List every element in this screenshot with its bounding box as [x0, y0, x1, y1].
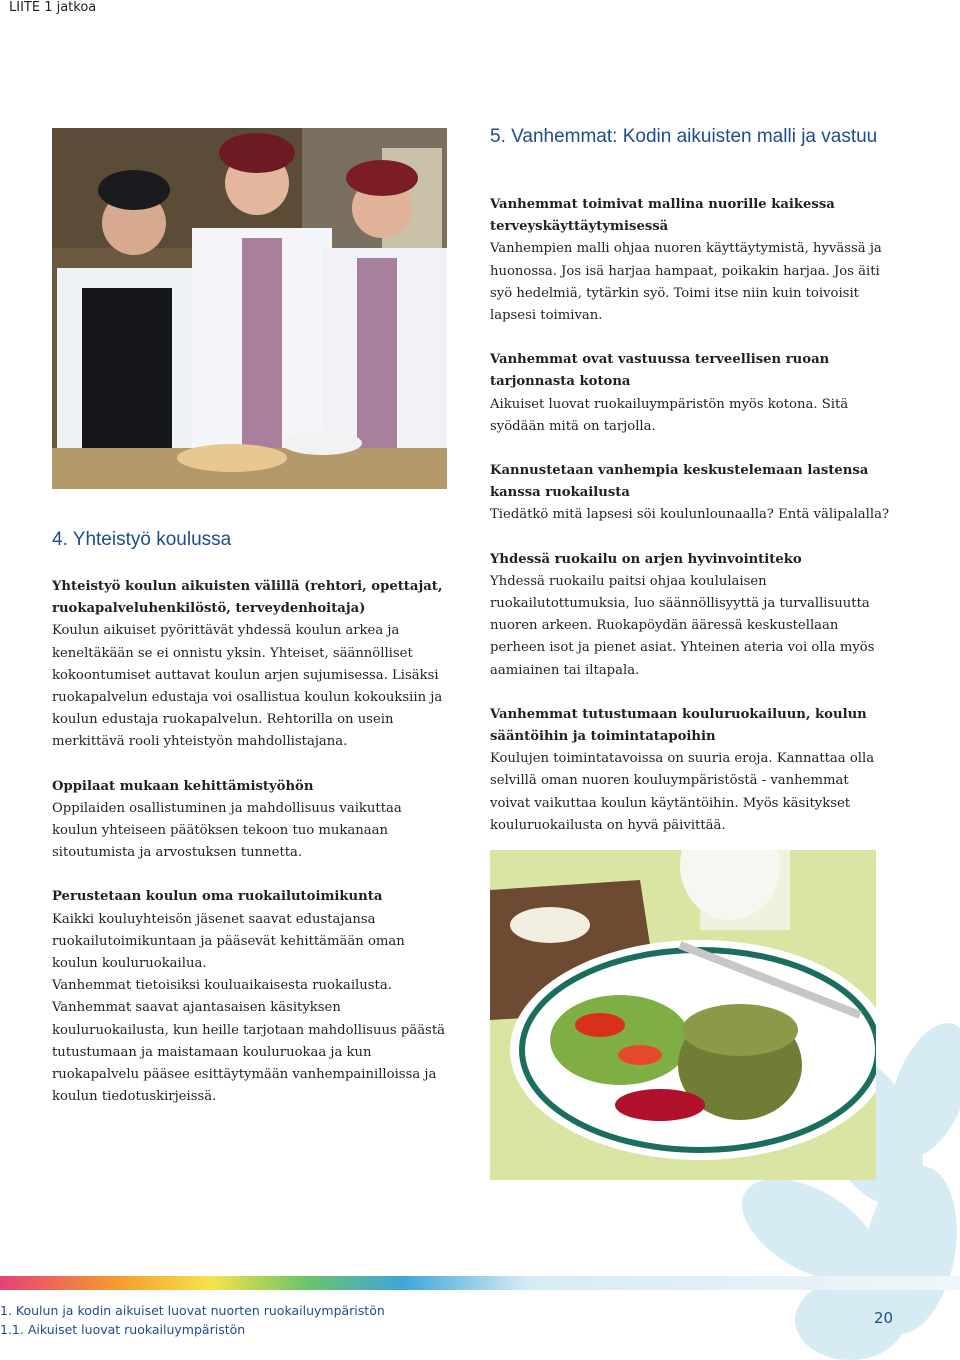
section-5-body [490, 194, 890, 837]
food-photo [490, 850, 876, 1180]
section-5 [490, 125, 890, 148]
block-body: Koulujen toimintatavoissa on suuria eroja. Kannattaa olla selvillä oman nuoren kouluympäristöstä - vanhemmat voivat vaikuttaa koulun käytäntöihin. Myös käsitykset kouluruokailusta on hyvä päivittää. [490, 751, 875, 833]
block-body: Kaikki kouluyhteisön jäsenet saavat edustajansa ruokailutoimikuntaan ja pääsevät kehittämään oman koulun kouluruokailua. [52, 911, 405, 972]
block-heading: Yhdessä ruokailu on arjen hyvinvointiteko [490, 551, 802, 567]
section-4-title: 4. Yhteistyö koulussa [52, 529, 232, 550]
section-4-body [52, 576, 450, 1108]
block-body: Vanhempien malli ohjaa nuoren käyttäytymistä, hyvässä ja huonossa. Jos isä harjaa hampaat, poikakin harjaa. Jos äiti syö hedelmiä, tytärkin syö. Toimi itse niin kuin toivoisit lapsesi toimivan. [490, 241, 882, 324]
block-body: Vanhemmat saavat ajantasaisen käsityksen kouluruokailusta, kun heille tarjotaan mahdollisuus päästä tutustumaan ja maistamaan kouluruokaa ja kun ruokapalvelu pääsee esittäytymään vanhempainilloissa ja koulun tiedotuskirjeissä. [52, 1000, 445, 1105]
block-body: Vanhemmat tietoisiksi kouluaikaisesta ruokailusta. [52, 978, 392, 994]
block-heading: Vanhemmat toimivat mallina nuorille kaikessa terveyskäyttäytymisessä [490, 197, 835, 235]
block-heading: Kannustetaan vanhempia keskustelemaan lastensa kanssa ruokailusta [490, 463, 869, 501]
block-heading: Vanhemmat ovat vastuussa terveellisen ruoan tarjonnasta kotona [490, 352, 830, 390]
block-body: Koulun aikuiset pyörittävät yhdessä koulun arkea ja keneltäkään se ei onnistu yksin. Yhteiset, säännölliset kokoontumiset auttavat koulun arjen sujumisessa. Lisäksi ruokapalvelun edustaja voi osallistua koulun kokouksiin ja koulun edustaja ruokapalvelun. Rehtorilla on usein merkittävä rooli yhteistyön mahdollistajana. [52, 623, 443, 750]
appendix-label: LIITE 1 jatkoa [9, 0, 97, 15]
block-body: Aikuiset luovat ruokailuympäristön myös kotona. Sitä syödään mitä on tarjolla. [490, 396, 849, 434]
section-4 [52, 528, 452, 551]
footer-line-2: 1.1. Aikuiset luovat ruokailuympäristön [0, 1322, 246, 1337]
block-body: Oppilaiden osallistuminen ja mahdollisuus vaikuttaa koulun yhteiseen päätöksen tekoon tuo mukanaan sitoutumista ja arvostuksen tunnetta. [52, 800, 402, 861]
block-body: Yhdessä ruokailu paitsi ohjaa koululaisen ruokailutottumuksia, luo säännöllisyyttä ja turvallisuutta nuoren arkeen. Ruokapöydän ääressä keskustellaan perheen isot ja pienet asiat. Yhteinen ateria voi olla myös aamiainen tai iltapala. [490, 573, 875, 678]
footer-color-bar [0, 1276, 960, 1290]
block-heading: Vanhemmat tutustumaan kouluruokailuun, koulun sääntöihin ja toimintatapoihin [490, 706, 867, 745]
block-heading: Perustetaan koulun oma ruokailutoimikunta [52, 889, 383, 905]
block-heading: Oppilaat mukaan kehittämistyöhön [52, 778, 314, 794]
footer-line-1: 1. Koulun ja kodin aikuiset luovat nuorten ruokailuympäristön [0, 1303, 385, 1318]
footer [0, 1301, 600, 1339]
page-number: 20 [874, 1309, 894, 1327]
block-body: Tiedätkö mitä lapsesi söi koulunlounaalla? Entä välipalalla? [490, 507, 890, 523]
staff-photo [52, 128, 447, 489]
section-5-title: 5. Vanhemmat: Kodin aikuisten malli ja vastuu [490, 126, 878, 147]
block-heading: Yhteistyö koulun aikuisten välillä (rehtori, opettajat, ruokapalveluhenkilöstö, terveydenhoitaja) [52, 579, 443, 617]
